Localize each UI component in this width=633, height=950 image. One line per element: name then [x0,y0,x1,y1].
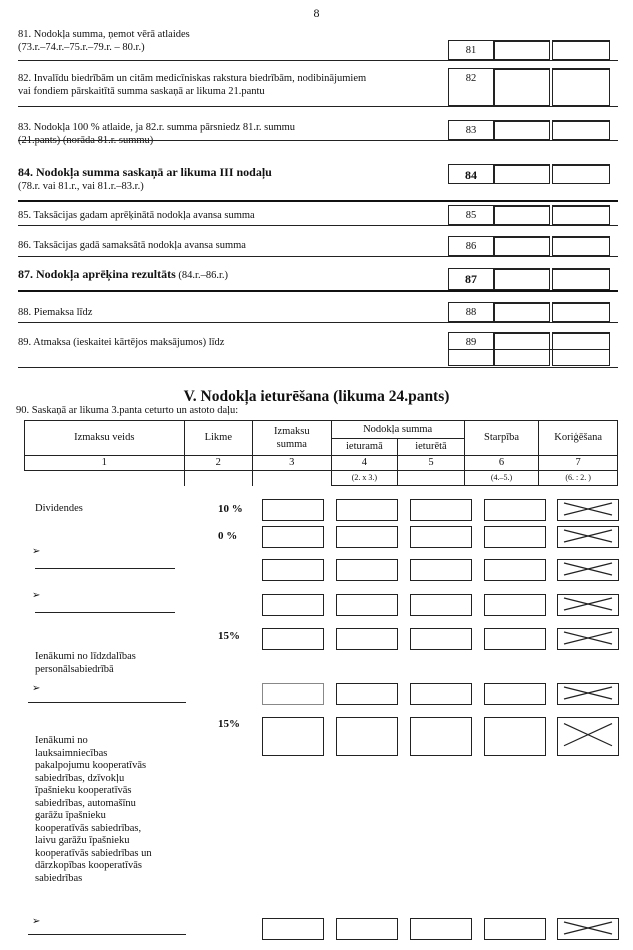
tax-withheld-input[interactable] [410,499,472,521]
row-separator [18,290,618,292]
row-code-87: 87 [448,268,494,290]
row-code-88: 88 [448,302,494,322]
correction-cross-icon [557,499,619,521]
page-number: 8 [313,6,320,20]
row-code-81: 81 [448,40,494,60]
coop-label-line: pakalpojumu kooperatīvās [35,760,147,771]
correction-cross-icon [557,628,619,650]
arrow-icon: ➢ [32,590,41,601]
coop-label-line: kooperatīvās sabiedrības un [35,847,152,859]
entry-line[interactable] [28,934,186,935]
tax-withheld-input[interactable] [410,594,472,616]
row-84-lats-field[interactable] [494,164,550,184]
tax-due-input[interactable] [336,559,398,581]
row-code-84: 84 [448,164,494,184]
arrow-icon: ➢ [32,683,41,694]
row-85-lats-field[interactable] [494,205,550,225]
row-85-label: 85. Taksācijas gadam aprēķinātā nodokļa avansa summa [18,210,255,221]
section-title: V. Nodokļa ieturēšana (likuma 24.pants) [183,388,450,405]
row-separator [18,225,618,226]
rate-15-coop: 15% [218,718,240,730]
row-87-label: 87. Nodokļa aprēķina rezultāts (84.r.–86.r.) [18,267,228,281]
row-code-86: 86 [448,236,494,256]
income-label-dividends: Dividendes [35,503,83,514]
row-88-label: 88. Piemaksa līdz [18,307,93,318]
row-code-89: 89 [448,332,494,366]
tax-withheld-input[interactable] [410,717,472,756]
withholding-table-header [24,420,618,486]
row-83-santimi-field[interactable] [552,120,610,140]
coop-label-line: lauksaimniecības [35,747,108,759]
row-86-label: 86. Taksācijas gadā samaksātā nodokļa avansa summa [18,240,246,251]
row-86-lats-field[interactable] [494,236,550,256]
row-81-santimi-field[interactable] [552,40,610,60]
formula-col6: (4.–5.) [464,471,539,486]
row-88-lats-field[interactable] [494,302,550,322]
row-82-santimi-field[interactable] [552,68,610,106]
difference-input[interactable] [484,628,546,650]
col-header-withheld: ieturētā [398,439,465,456]
tax-due-input[interactable] [336,717,398,756]
tax-due-input[interactable] [336,594,398,616]
row-separator [18,367,618,368]
rate-15-partnership: 15% [218,630,240,642]
row-code-82: 82 [448,68,494,106]
rate-0: 0 % [218,530,238,542]
amount-input[interactable] [262,594,324,616]
row-89-divider [448,349,610,350]
difference-input[interactable] [484,526,546,548]
difference-input[interactable] [484,499,546,521]
col-number: 6 [464,456,539,471]
col-number: 5 [398,456,465,471]
col-number: 3 [253,456,332,471]
coop-label-line: laivu garāžu īpašnieku [35,835,130,846]
col-header-withheld-due: ieturamā [331,439,398,456]
entry-line[interactable] [35,568,175,569]
tax-due-input[interactable] [336,628,398,650]
col-number: 2 [184,456,253,471]
arrow-icon: ➢ [32,546,41,557]
tax-withheld-input[interactable] [410,526,472,548]
coop-label-line: sabiedrības [35,872,83,884]
row-81-lats-field[interactable] [494,40,550,60]
coop-label-line: Ienākumi no [35,735,88,746]
amount-input[interactable] [262,918,324,940]
amount-input[interactable] [262,526,324,548]
row-83-label: 83. Nodokļa 100 % atlaide, ja 82.r. summa pārsniedz 81.r. summu (21.pants) (norāda 81.r. summu) [18,122,296,146]
col-header-income-type: Izmaksu veids [25,421,185,456]
amount-input[interactable] [262,559,324,581]
correction-cross-icon [557,717,619,756]
row-separator [18,60,618,61]
row-code-85: 85 [448,205,494,225]
section-subtitle: 90. Saskaņā ar likuma 3.panta ceturto un astoto daļu: [16,405,239,416]
correction-cross-icon [557,526,619,548]
col-header-difference: Starpība [464,421,539,456]
row-85-santimi-field[interactable] [552,205,610,225]
arrow-icon: ➢ [32,916,41,927]
tax-withheld-input[interactable] [410,559,472,581]
row-separator [18,140,618,141]
difference-input[interactable] [484,717,546,756]
tax-withheld-input[interactable] [410,918,472,940]
row-87-lats-field[interactable] [494,268,550,290]
row-separator [18,106,618,107]
col-header-tax-amount: Nodokļa summa [331,421,464,439]
row-82-label: 82. Invalīdu biedrībām un citām medicīniskas rakstura biedrībām, nodibinājumiem vai fondiem pārskaitītā summa saskaņā ar likuma 21.pantu [18,73,367,97]
row-separator [18,322,618,323]
col-number: 1 [25,456,185,471]
row-82-lats-field[interactable] [494,68,550,106]
col-number: 4 [331,456,398,471]
entry-line[interactable] [28,702,186,703]
coop-label-line: dārzkopības kooperatīvās [35,860,143,871]
correction-cross-icon [557,594,619,616]
formula-col4: (2. x 3.) [331,471,398,486]
coop-label-line: sabiedrības, dzīvokļu [35,772,125,784]
row-83-lats-field[interactable] [494,120,550,140]
income-label-partnership: Ienākumi no līdzdalības personālsabiedrībā [35,651,136,675]
tax-due-input[interactable] [336,918,398,940]
row-code-83: 83 [448,120,494,140]
difference-input[interactable] [484,918,546,940]
tax-due-input[interactable] [336,526,398,548]
rate-10: 10 % [218,503,243,515]
col-number: 7 [539,456,618,471]
tax-withheld-input[interactable] [410,628,472,650]
col-header-rate: Likme [184,421,253,456]
row-84-label: 84. Nodokļa summa saskaņā ar likuma III nodaļu (78.r. vai 81.r., vai 81.r.–83.r.) [18,165,272,192]
amount-input[interactable] [262,717,324,756]
income-label-cooperative [35,735,152,885]
row-separator [18,200,618,202]
tax-due-input[interactable] [336,683,398,705]
row-89-label: 89. Atmaksa (ieskaitei kārtējos maksājumos) līdz [18,337,225,348]
correction-cross-icon [557,683,619,705]
col-header-amount: Izmaksu summa [253,421,332,456]
coop-label-line: kooperatīvās sabiedrības, [35,822,142,834]
col-header-correction: Koriģēšana [539,421,618,456]
tax-withheld-input[interactable] [410,683,472,705]
tax-due-input[interactable] [336,499,398,521]
entry-line[interactable] [35,612,175,613]
row-87-santimi-field[interactable] [552,268,610,290]
amount-input[interactable] [262,628,324,650]
correction-cross-icon [557,559,619,581]
difference-input[interactable] [484,559,546,581]
amount-input[interactable] [262,683,324,705]
difference-input[interactable] [484,683,546,705]
row-81-label: 81. Nodokļa summa, ņemot vērā atlaides (73.r.–74.r.–75.r.–79.r. – 80.r.) [18,29,190,53]
coop-label-line: garāžu īpašnieku [35,810,106,821]
row-84-santimi-field[interactable] [552,164,610,184]
amount-input[interactable] [262,499,324,521]
coop-label-line: sabiedrības, automašīnu [35,797,136,809]
coop-label-line: īpašnieku kooperatīvās [35,785,132,796]
row-88-santimi-field[interactable] [552,302,610,322]
correction-cross-icon [557,918,619,940]
row-separator [18,256,618,257]
formula-col7: (6. : 2. ) [539,471,618,486]
difference-input[interactable] [484,594,546,616]
row-86-santimi-field[interactable] [552,236,610,256]
